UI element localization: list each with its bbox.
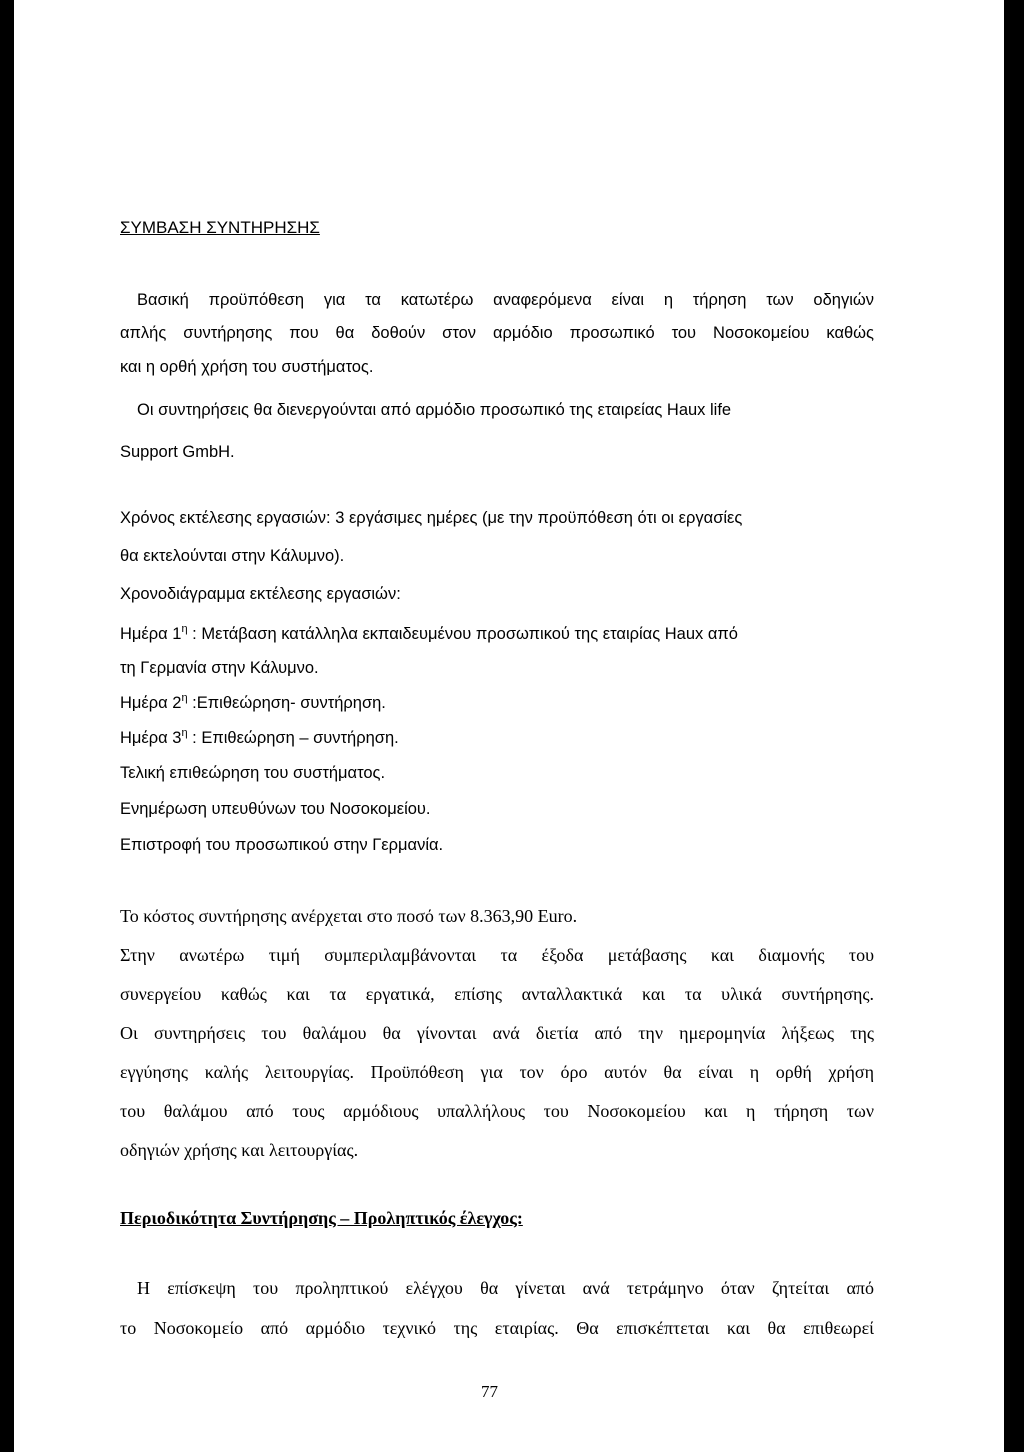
intro-line-1: Βασική προϋπόθεση για τα κατωτέρω αναφερόμενα είναι η τήρηση των οδηγιών (137, 291, 874, 309)
section-text-line-1: Η επίσκεψη του προληπτικού ελέγχου θα γίνεται ανά τετράμηνο όταν ζητείται από (137, 1278, 874, 1298)
cost-line-1: Το κόστος συντήρησης ανέρχεται στο ποσό των 8.363,90 Euro. (120, 906, 578, 926)
duration-line-1: Χρόνος εκτέλεσης εργασιών: 3 εργάσιμες ημέρες (με την προϋπόθεση ότι οι εργασίες (120, 509, 743, 527)
document-title: ΣΥΜΒΑΣΗ ΣΥΝΤΗΡΗΣΗΣ (120, 218, 320, 237)
page-number: 77 (481, 1382, 498, 1401)
schedule-item-2: Ενημέρωση υπευθύνων του Νοσοκομείου. (120, 800, 431, 818)
schedule-day-3: Ημέρα $3^\eta$ : Επιθεώρηση – συντήρηση. (120, 727, 399, 747)
duration-line-2: θα εκτελούνται στην Κάλυμνο). (120, 547, 345, 565)
section-title: Περιοδικότητα Συντήρησης – Προληπτικός έλεγχος: (120, 1208, 523, 1228)
cost-line-5: εγγύησης καλής λειτουργίας. Προϋπόθεση για τον όρο αυτόν θα είναι η ορθή χρήση (120, 1062, 874, 1082)
intro-line-2: απλής συντήρησης που θα δοθούν στον αρμόδιο προσωπικό του Νοσοκομείου καθώς (120, 324, 874, 342)
intro-line-5: Support GmbH. (120, 443, 235, 461)
section-text-line-2: το Νοσοκομείο από αρμόδιο τεχνικό της εταιρίας. Θα επισκέπτεται και θα επιθεωρεί (120, 1318, 874, 1338)
schedule-day-1-cont: τη Γερμανία στην Κάλυμνο. (120, 659, 319, 677)
intro-line-3: και η ορθή χρήση του συστήματος. (120, 358, 374, 376)
schedule-item-1: Τελική επιθεώρηση του συστήματος. (120, 764, 386, 782)
cost-line-4: Οι συντηρήσεις του θαλάμου θα γίνονται ανά διετία από την ημερομηνία λήξεως της (120, 1023, 874, 1043)
cost-line-3: συνεργείου καθώς και τα εργατικά, επίσης ανταλλακτικά και τα υλικά συντήρησης. (120, 984, 874, 1004)
schedule-day-2: Ημέρα $2^\eta$ :Επιθεώρηση- συντήρηση. (120, 692, 386, 712)
schedule-heading: Χρονοδιάγραμμα εκτέλεσης εργασιών: (120, 585, 401, 603)
cost-line-7: οδηγιών χρήσης και λειτουργίας. (120, 1140, 359, 1160)
schedule-day-1: Ημέρα $1^\eta$ : Μετάβαση κατάλληλα εκπαιδευμένου προσωπικού της εταιρίας Haux από (120, 623, 738, 643)
document-page (14, 0, 1004, 1452)
schedule-item-3: Επιστροφή του προσωπικού στην Γερμανία. (120, 836, 444, 854)
intro-line-4: Οι συντηρήσεις θα διενεργούνται από αρμόδιο προσωπικό της εταιρείας Haux life (137, 401, 732, 419)
cost-line-6: του θαλάμου από τους αρμόδιους υπαλλήλους του Νοσοκομείου και η τήρηση των (120, 1101, 874, 1121)
cost-line-2: Στην ανωτέρω τιμή συμπεριλαμβάνονται τα έξοδα μετάβασης και διαμονής του (120, 945, 874, 965)
